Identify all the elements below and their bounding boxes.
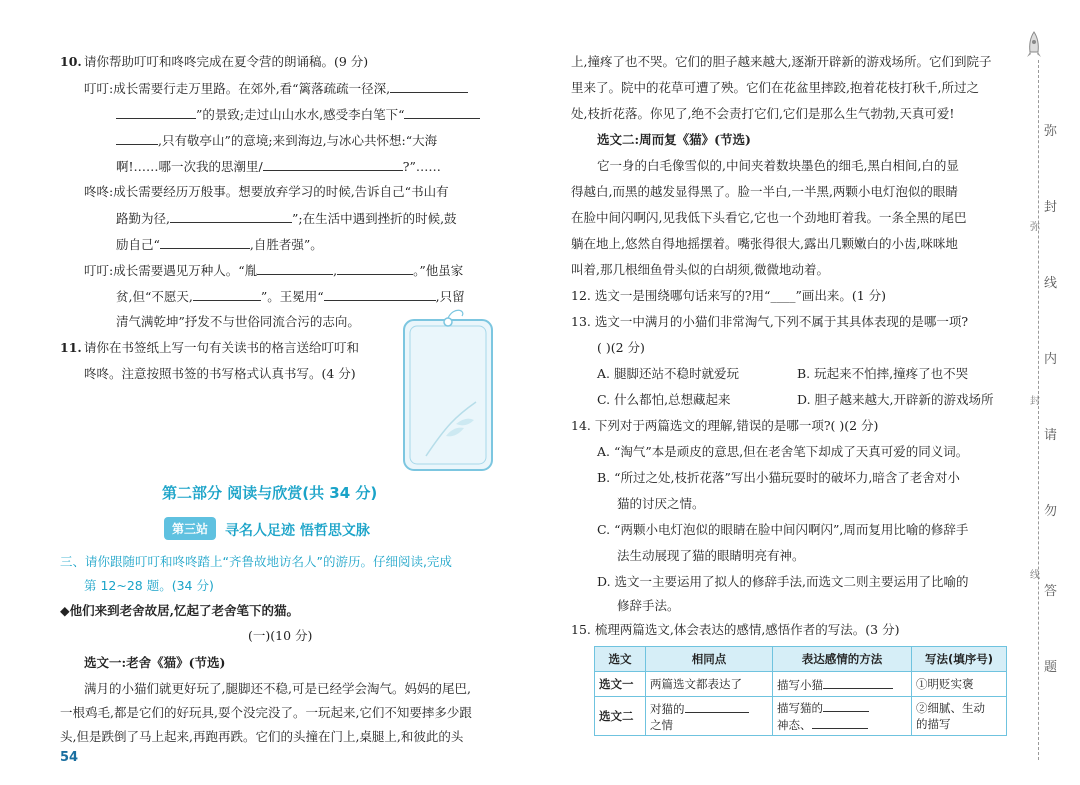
edge-char-6: 勿 [1044,504,1058,519]
q14-option-d-line1: D. 选文一主要运用了拟人的修辞手法,而选文二则主要运用了比喻的 [597,574,969,589]
table-header-technique: 写法(填序号) [912,647,1007,672]
q13-text: 13. 选文一中满月的小猫们非常淘气,下列不属于其具体表现的是哪一项? [571,314,969,329]
selection-one-cont-line3: 处,枝折花落。你见了,绝不会责打它们,它们是那么生气勃勃,天真可爱! [571,106,955,121]
selection-two-line2: 得越白,而黑的越发显得黑了。脸一半白,一半黑,两颗小电灯泡似的眼睛 [571,184,958,199]
q10-line10: 清气满乾坤”抒发不与世俗同流合污的志向。 [116,314,360,329]
q10-line2: ”的景致;走过山山水水,感受李白笔下“ [116,106,480,123]
q10-stem: 请你帮助叮叮和咚咚完成在夏令营的朗诵稿。(9 分) [84,54,369,69]
q15-text: 15. 梳理两篇选文,体会表达的感情,感悟作者的写法。(3 分) [571,622,900,637]
q14-option-d-line2: 修辞手法。 [617,598,680,613]
selection-two-line3: 在脸中间闪啊闪,见我低下头看它,它也一个劲地盯着我。一条全黑的尾巴 [571,210,967,225]
edge-small-2: 封 [1030,396,1040,407]
selection-one-cont-line1: 上,撞疼了也不哭。它们的胆子越来越大,逐渐开辟新的游戏场所。它们到院子 [571,54,992,69]
q14-option-c-line2: 法生动展现了猫的眼睛明亮有神。 [617,548,805,563]
station-badge: 第三站 [164,517,216,540]
table-row2-option2: ②细腻、生动 的描写 [912,697,1007,736]
lead-line: ◆他们来到老舍故居,忆起了老舍笔下的猫。 [60,603,299,618]
q13-answer-slot: ( )(2 分) [597,340,645,355]
q12-text: 12. 选文一是围绕哪句话来写的?用“____”画出来。(1 分) [571,288,887,303]
table-row2-method: 描写猫的 神态、 [773,697,912,736]
selection-two-title: 选文二:周而复《猫》(节选) [597,132,751,147]
edge-char-8: 题 [1044,660,1058,675]
edge-char-7: 答 [1044,584,1058,599]
selection-two-line4: 躺在地上,悠然自得地摇摆着。嘴张得很大,露出几颗嫩白的小齿,咪咪地 [571,236,958,251]
page-number: 54 [60,750,79,765]
q10-line5: 咚咚:成长需要经历万般事。想要放弃学习的时候,告诉自己“书山有 [84,184,449,199]
q14-option-a: A. “淘气”本是顽皮的意思,但在老舍笔下却成了天真可爱的同义词。 [597,444,969,459]
selection-one-title: 选文一:老舍《猫》(节选) [84,655,226,670]
edge-char-3: 线 [1044,276,1058,291]
q14-option-b-line1: B. “所过之处,枝折花落”写出小猫玩耍时的破坏力,暗含了老舍对小 [597,470,960,485]
bookmark-illustration [396,306,500,476]
q10-line7: 励自己“ ,自胜者强”。 [116,237,323,252]
q13-option-d: D. 胆子越来越大,开辟新的游戏场所 [797,392,994,407]
q13-option-c: C. 什么都怕,总想藏起来 [597,392,731,407]
edge-char-5: 请 [1044,428,1058,443]
task-line2: 第 12~28 题。(34 分) [84,578,214,593]
edge-char-4: 内 [1044,352,1058,367]
q11-number: 11. [60,340,82,355]
selection-one-cont-line2: 里来了。院中的花草可遭了殃。它们在花盆里摔跤,抱着花枝打秋千,所过之 [571,80,979,95]
selection-two-line1: 它一身的白毛像雪似的,中间夹着数块墨色的细毛,黑白相间,白的显 [597,158,959,173]
table-row1-option1: ①明贬实褒 [912,672,1007,697]
selection-two-line5: 叫着,那几根细鱼骨头似的白胡须,微微地动着。 [571,262,829,277]
task-line1: 三、请你跟随叮叮和咚咚踏上“齐鲁故地访名人”的游历。仔细阅读,完成 [60,554,452,569]
q10-line8: 叮叮:成长需要遇见万种人。“胤 , 。”他虽家 [84,263,464,278]
q11-line2: 咚咚。注意按照书签的书写格式认真书写。(4 分) [84,366,356,381]
q10-line4: 啊!……哪一次我的思潮里/ ?”…… [116,159,441,174]
q10-line1: 叮叮:成长需要行走万里路。在郊外,看“篱落疏疏一径深, [84,80,468,97]
q10-number: 10. [60,54,82,69]
selection-one-line2: 一根鸡毛,都是它们的好玩具,耍个没完没了。一玩起来,它们不知要摔多少跟 [60,705,472,720]
table-row1-common: 两篇选文都表达了 [646,672,773,697]
q14-option-b-line2: 猫的讨厌之情。 [617,496,705,511]
table-row1-selection: 选文一 [595,672,646,697]
q10-line6: 路勤为径, ”;在生活中遇到挫折的时候,鼓 [116,211,457,226]
q13-option-b: B. 玩起来不怕摔,撞疼了也不哭 [797,366,969,381]
table-header-selection: 选文 [595,647,646,672]
q14-text: 14. 下列对于两篇选文的理解,错误的是哪一项?( )(2 分) [571,418,879,433]
table-row2-common: 对猫的 之情 [646,697,773,736]
rocket-icon [1024,30,1044,60]
q15-table [594,646,1007,736]
edge-char-1: 弥 [1044,124,1058,139]
table-header-method: 表达感情的方法 [773,647,912,672]
station-subtitle: 寻名人足迹 悟哲思文脉 [225,523,370,539]
edge-char-2: 封 [1044,200,1058,215]
part-two-title: 第二部分 阅读与欣赏(共 34 分) [162,484,378,502]
table-row1-method: 描写小猫 [773,672,912,697]
table-header-common: 相同点 [646,647,773,672]
q10-line3: ,只有敬亭山”的意境;来到海边,与冰心共怀想:“大海 [116,132,437,149]
selection-one-line1: 满月的小猫们就更好玩了,腿脚还不稳,可是已经学会淘气。妈妈的尾巴, [84,681,471,696]
q14-option-c-line1: C. “两颗小电灯泡似的眼睛在脸中间闪啊闪”,周而复用比喻的修辞手 [597,522,969,537]
q10-line9: 贫,但“不愿天, ”。王冕用“ ,只留 [116,289,465,304]
section-one-header: (一)(10 分) [248,628,313,643]
edge-small-3: 线 [1030,570,1040,581]
edge-small-1: 弥 [1030,222,1040,233]
binding-dashed-line [1038,60,1039,760]
q11-line1: 请你在书签纸上写一句有关读书的格言送给叮叮和 [84,340,360,355]
table-row2-selection: 选文二 [595,697,646,736]
selection-one-line3: 头,但是跌倒了马上起来,再跑再跌。它们的头撞在门上,桌腿上,和彼此的头 [60,729,464,744]
q13-option-a: A. 腿脚还站不稳时就爱玩 [597,366,739,381]
